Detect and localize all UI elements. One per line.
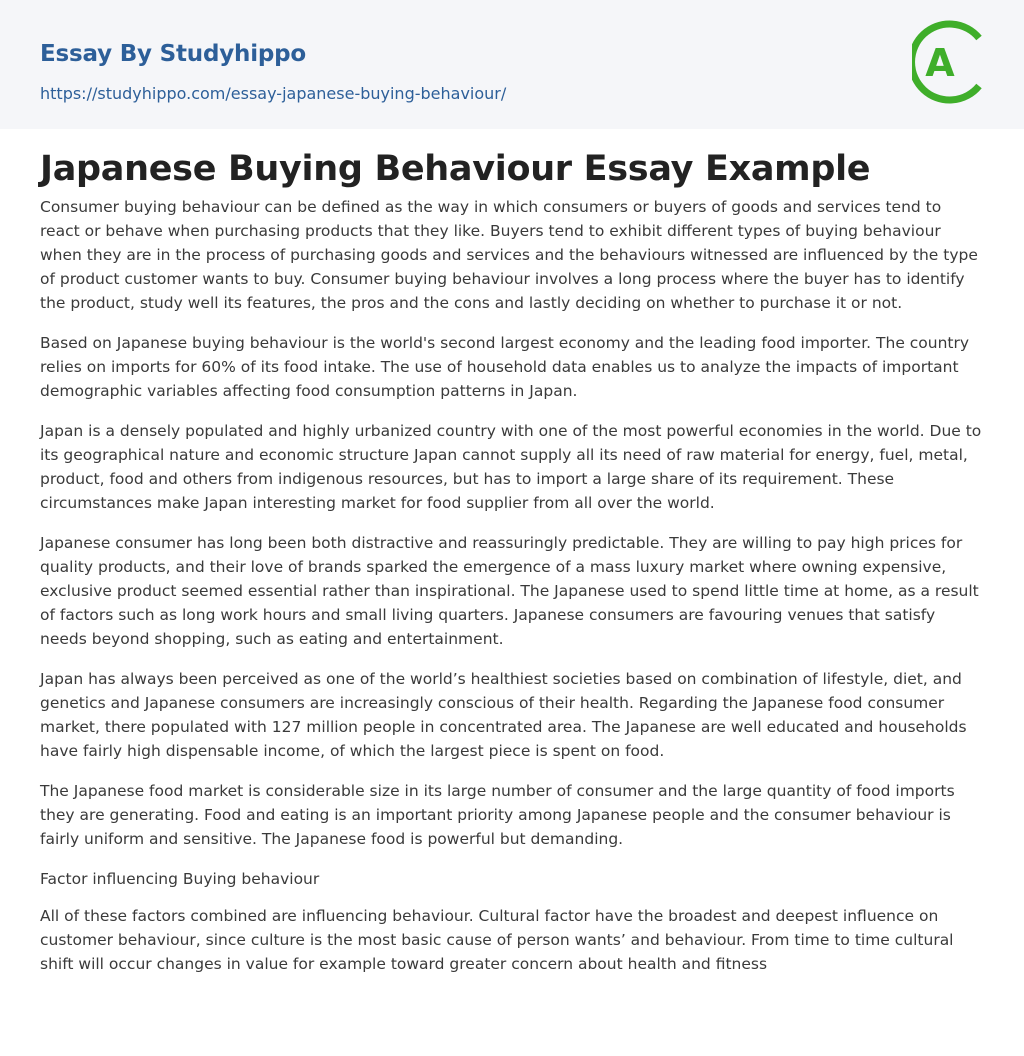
paragraph: All of these factors combined are influencing behaviour. Cultural factor have the broadest and deepest influence on customer behaviour, since culture is the most basic cause of person wants’ and behaviour. From time to time cultural shift will occur changes in value for example toward greater concern about health and fitness — [40, 907, 954, 973]
paragraph: Japan has always been perceived as one of the world’s healthiest societies based on combination of lifestyle, diet, and genetics and Japanese consumers are increasingly conscious of their health. Regarding the Japanese food consumer market, there populated with 127 million people in concentrated area. The Japanese are well educated and households have fairly high dispensable income, of which the largest piece is spent on food. — [40, 670, 967, 760]
section-subheading: Factor influencing Buying behaviour — [40, 870, 320, 888]
logo-letter: A — [925, 41, 955, 85]
studyhippo-logo-icon[interactable] — [912, 18, 988, 106]
paragraph: Consumer buying behaviour can be defined as the way in which consumers or buyers of goods and services tend to react or behave when purchasing products that they like. Buyers tend to exhibit different types of buying behaviour when they are in the process of purchasing goods and services and the behaviours witnessed are influenced by the type of product customer wants to buy. Consumer buying behaviour involves a long process where the buyer has to identify the product, study well its features, the pros and the cons and lastly deciding on whether to purchase it or not. — [40, 198, 978, 312]
brand-title[interactable]: Essay By Studyhippo — [40, 41, 307, 67]
page-title: Japanese Buying Behaviour Essay Example — [40, 149, 871, 189]
paragraph: Japan is a densely populated and highly urbanized country with one of the most powerful economies in the world. Due to its geographical nature and economic structure Japan cannot supply all its need of raw material for energy, fuel, metal, product, food and others from indigenous resources, but has to import a large share of its requirement. These circumstances make Japan interesting market for food supplier from all over the world. — [40, 422, 982, 512]
source-url-link[interactable]: https://studyhippo.com/essay-japanese-buying-behaviour/ — [40, 84, 507, 103]
paragraph: Japanese consumer has long been both distractive and reassuringly predictable. They are willing to pay high prices for quality products, and their love of brands sparked the emergence of a mass luxury market where owning expensive, exclusive product seemed essential rather than inspirational. The Japanese used to spend little time at home, as a result of factors such as long work hours and small living quarters. Japanese consumers are favouring venues that satisfy needs beyond shopping, such as eating and entertainment. — [40, 534, 979, 648]
paragraph: The Japanese food market is considerable size in its large number of consumer and the large quantity of food imports they are generating. Food and eating is an important priority among Japanese people and the consumer behaviour is fairly uniform and sensitive. The Japanese food is powerful but demanding. — [40, 782, 955, 848]
article — [0, 147, 1024, 976]
paragraph: Based on Japanese buying behaviour is the world's second largest economy and the leading food importer. The country relies on imports for 60% of its food intake. The use of household data enables us to analyze the impacts of important demographic variables affecting food consumption patterns in Japan. — [40, 334, 970, 400]
site-header — [0, 0, 1024, 129]
